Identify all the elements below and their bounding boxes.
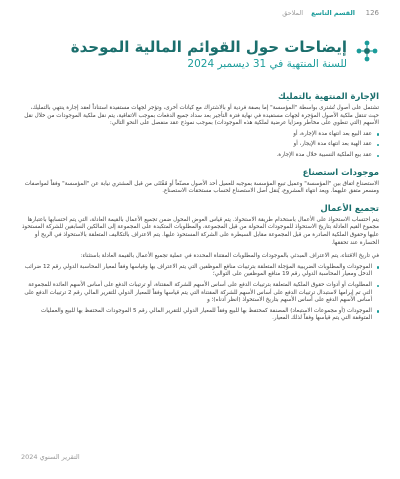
consolidation-para-1: يتم احتساب الاستحواذ على الأعمال باستخدام طريقة الاستحواذ. يتم قياس العوض المحول ضمن تجميع الأعمال بالقيمة العادلة، التي يتم احتسابها باعتبارها مجموع القيم العادلة بتاريخ الاستحواذ للموجودات المحولة من قبل المجموعة، والمطلوبات المتكبدة على المجموعة إلى المالكين السابقين للشركة المستحوذ عليها وحقوق الملكية الصادرة من قبل المجموعة مقابل السيطرة على الشركة المستحوذ عليها. يتم الاعتراف بالتكاليف المتعلقة بالاستحواذ في الربح أو الخسارة عند تحققها. [21, 216, 379, 246]
leases-intro: تشتمل على أصول تُشترى بواسطة "المؤسسة" إما بصفة فردية أو بالاشتراك مع كيانات أخرى، وتؤجر لجهات مستفيدة استناداً لعقد إجارة ينتهي بالتمليك، حيث تنتقل ملكية الأصول المؤجرة لجهات مستفيدة في نهاية فترة التأجير بعد سداد جميع الدفعات بموجب الاتفاقية، يتم نقل ملكية الموجودات من خلال نقل الأسهم (التي تنطوي على مخاطر ومزايا عرضية لملكية هذه الموجودات) بموجب نموذج عقد منفصل على النحو التالي: [24, 105, 379, 127]
section-heading-acquired: موجودات استصناع [302, 167, 379, 178]
breadcrumb [282, 9, 355, 17]
page-header [21, 37, 379, 77]
footer-report-label: التقرير السنوي 2024 [21, 453, 80, 461]
list-item: عقد الهبة بعد انتهاء مدة الإيجار، أو [21, 141, 379, 149]
page-title: إيضاحات حول القوائم المالية الموحدة [70, 38, 347, 56]
section-heading-consolidation: تجميع الأعمال [320, 203, 379, 214]
page-subtitle: للسنة المنتهية في 31 ديسمبر 2024 [187, 58, 347, 70]
acquired-body: الاستصناع اتفاق بين "المؤسسة" وعميل تبيع المؤسسة بموجبه للعميل أحد الأصول مصنّعاً أو مُقْتَنَى من قبل المشتري نيابة عن "المؤسسة" وفقاً لمواصفات ومسعر متفق عليهما. ويعد انتهاء المشروع، يُنقل أصل الاستصناع لحساب مستحقات الاستصناع. [24, 180, 379, 195]
crumb-financial[interactable]: القسم التاسع [311, 9, 355, 17]
consolidation-para-2: في تاريخ الاقتناء، يتم الاعتراف المبدئي بالموجودات والمطلوبات المقتناة المحددة في عملية تجميع الأعمال بالقيمة العادلة باستثناء: [80, 253, 379, 260]
list-item: الموجودات (أو مجموعات الاستبعاد) المصنفة كمحتفظ بها للبيع وفقاً للمعيار الدولي للتقرير المالي رقم 5 الموجودات المحتفظ بها للبيع والعمليات المتوقفة التي يتم قياسها وفقاً لذلك المعيار. [21, 308, 379, 323]
main-content [21, 92, 379, 326]
page-number: 126 [365, 9, 379, 17]
section-heading-leases: الإجارة المنتهية بالتمليك [278, 92, 379, 102]
crumb-appendix[interactable]: الملاحق [282, 9, 304, 17]
network-nodes-icon [355, 39, 379, 63]
list-item: الموجودات والمطلوبات الضريبية المؤجلة المتعلقة بترتيبات منافع الموظفين التي يتم الاعتراف بها وقياسها وفقاً لمعيار المحاسبة الدولي رقم 12 ضرائب الدخل ومعيار المحاسبة الدولي رقم 19 منافع الموظفين على التوالي؛ [21, 264, 379, 279]
top-bar [0, 9, 400, 25]
list-item: عقد بيع الملكية النسبية خلال مدة الإجارة. [21, 152, 379, 160]
list-item: المطلوبات أو أدوات حقوق الملكية المتعلقة بترتيبات الدفع على أساس الأسهم للشركة المقتناة، أو ترتيبات الدفع على أساس الأسهم العائدة للمجموعة التي تم إبرامها لاستبدال ترتيبات الدفع على أساس الأسهم للشركة المقتناة التي يتم قياسها وفقاً للمعيار الدولي للتقرير المالي رقم 2 ترتيبات الدفع على أساس الأسهم الدفع على أساس الأسهم بتاريخ الاستحواذ (انظر أدناه)؛ و [21, 282, 379, 305]
list-item: عقد البيع بعد انتهاء مدة الإجارة، أو [21, 131, 379, 139]
